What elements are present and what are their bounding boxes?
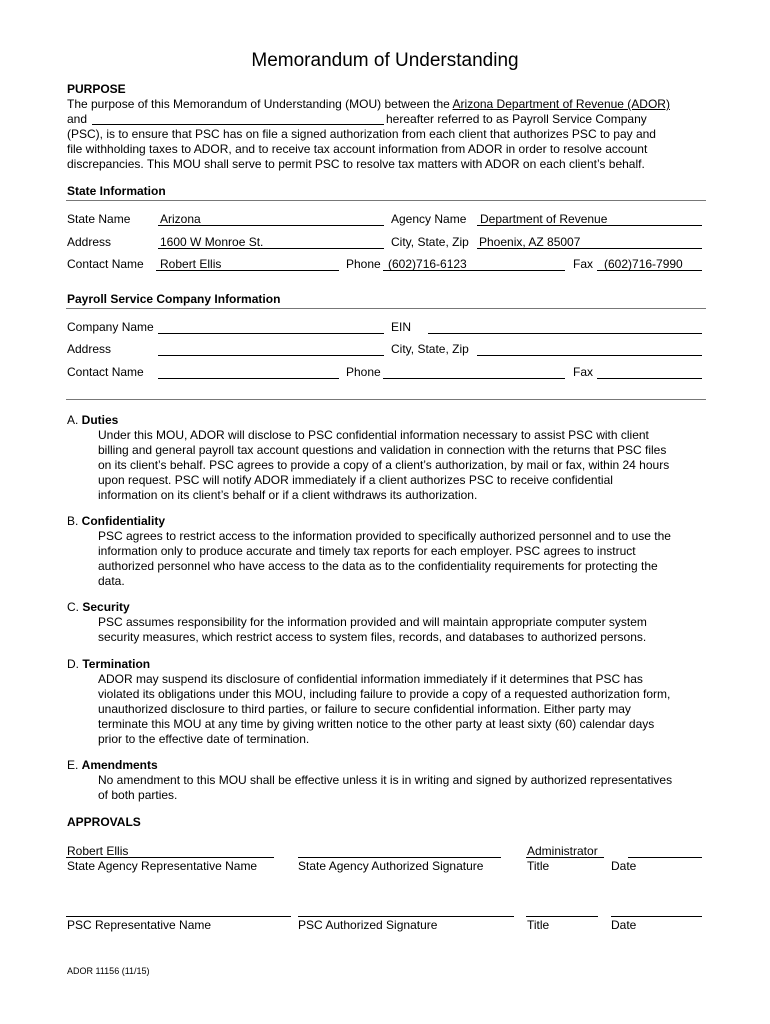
state-name-field[interactable] xyxy=(158,225,384,226)
purpose-line-4: file withholding taxes to ADOR, and to receive tax account information from ADOR in order to resolve account xyxy=(67,142,648,156)
purpose-hereafter: hereafter referred to as Payroll Service Company xyxy=(386,112,647,126)
state-city-field[interactable] xyxy=(477,248,702,249)
section-b-line: PSC agrees to restrict access to the information provided to specifically authorized personnel and to use the xyxy=(98,529,671,543)
section-b-heading: B. Confidentiality xyxy=(67,514,166,528)
state-fax-field[interactable] xyxy=(597,270,702,271)
section-a-line: upon request. PSC will notify ADOR immediately if a client authorizes PSC to receive confidential xyxy=(98,473,613,487)
form-number: ADOR 11156 (11/15) xyxy=(67,966,150,976)
state-contact-label: Contact Name xyxy=(67,257,144,271)
psc-phone-label: Phone xyxy=(346,365,381,379)
state-fax-label: Fax xyxy=(573,257,594,271)
state-address-field[interactable] xyxy=(158,248,384,249)
section-e-line: No amendment to this MOU shall be effective unless it is in writing and signed by authorized representatives xyxy=(98,773,673,787)
section-d-line: terminate this MOU at any time by giving written notice to the other party at least sixty (60) calendar days xyxy=(98,717,655,731)
section-c-line: security measures, which restrict access to system files, records, and databases to authorized persons. xyxy=(98,630,647,644)
purpose-line-3: (PSC), is to ensure that PSC has on file a signed authorization from each client that authorizes PSC to pay and xyxy=(67,127,656,141)
section-d-heading: D. Termination xyxy=(67,657,151,671)
psc-title-label: Title xyxy=(527,918,550,932)
psc-signature-field[interactable] xyxy=(298,916,514,917)
state-signature-field[interactable] xyxy=(298,857,501,858)
state-title-label: Title xyxy=(527,859,550,873)
section-b-line: data. xyxy=(98,574,125,588)
psc-date-label: Date xyxy=(611,918,637,932)
company-name-field[interactable] xyxy=(158,333,384,334)
psc-date-field[interactable] xyxy=(611,916,702,917)
state-address-value: 1600 W Monroe St. xyxy=(160,235,264,249)
approvals-heading: APPROVALS xyxy=(67,815,141,829)
section-c-heading: C. Security xyxy=(67,600,130,614)
section-d-line: ADOR may suspend its disclosure of confidential information immediately if it determines that PSC has xyxy=(98,672,643,686)
section-e-heading: E. Amendments xyxy=(67,758,158,772)
section-a-line: information on its client’s behalf or if a client withdraws its authorization. xyxy=(98,488,478,502)
psc-phone-field[interactable] xyxy=(383,378,565,379)
section-e-line: of both parties. xyxy=(98,788,178,802)
section-d-line: unauthorized disclosure to third parties, or failure to secure confidential information. Either party may xyxy=(98,702,631,716)
section-a-heading: A. Duties xyxy=(67,413,119,427)
psc-city-field[interactable] xyxy=(477,355,702,356)
state-rep-name-value: Robert Ellis xyxy=(67,844,129,858)
purpose-line-1: The purpose of this Memorandum of Understanding (MOU) between the Arizona Department of Revenue (ADOR) xyxy=(67,97,670,111)
purpose-heading: PURPOSE xyxy=(67,82,126,96)
state-city-label: City, State, Zip xyxy=(391,235,469,249)
section-a-line: Under this MOU, ADOR will disclose to PSC confidential information necessary to assist PSC with client xyxy=(98,428,649,442)
state-signature-label: State Agency Authorized Signature xyxy=(298,859,484,873)
state-city-value: Phoenix, AZ 85007 xyxy=(479,235,581,249)
psc-address-label: Address xyxy=(67,342,112,356)
state-contact-field[interactable] xyxy=(156,270,339,271)
state-name-label: State Name xyxy=(67,212,131,226)
state-date-label: Date xyxy=(611,859,637,873)
section-b-line: information only to produce accurate and timely tax reports for each employer. PSC agrees to instruct xyxy=(98,544,636,558)
state-phone-value: (602)716-6123 xyxy=(388,257,467,271)
page-title: Memorandum of Understanding xyxy=(251,50,519,71)
ein-label: EIN xyxy=(391,320,412,334)
state-phone-label: Phone xyxy=(346,257,381,271)
section-d-line: violated its obligations under this MOU, including failure to provide a copy of a requested authorization form, xyxy=(98,687,671,701)
state-title-field[interactable] xyxy=(526,857,604,858)
state-info-divider xyxy=(66,200,706,201)
agency-name-value: Department of Revenue xyxy=(480,212,608,226)
psc-city-label: City, State, Zip xyxy=(391,342,469,356)
state-info-heading: State Information xyxy=(67,184,166,198)
state-rep-name-field[interactable] xyxy=(66,857,274,858)
psc-fax-label: Fax xyxy=(573,365,594,379)
psc-fax-field[interactable] xyxy=(597,378,702,379)
state-address-label: Address xyxy=(67,235,112,249)
psc-name-blank-line[interactable] xyxy=(92,124,384,125)
psc-title-field[interactable] xyxy=(526,916,598,917)
psc-contact-field[interactable] xyxy=(158,378,339,379)
ein-field[interactable] xyxy=(428,333,702,334)
psc-rep-name-field[interactable] xyxy=(66,916,291,917)
section-a-line: on its client’s behalf. PSC agrees to provide a copy of a client’s authorization, by mail or fax, within 24 hours xyxy=(98,458,670,472)
agency-name-label: Agency Name xyxy=(391,212,467,226)
psc-rep-name-label: PSC Representative Name xyxy=(67,918,212,932)
agency-name-field[interactable] xyxy=(477,225,702,226)
purpose-line-5: discrepancies. This MOU shall serve to permit PSC to resolve tax matters with ADOR on each client’s behalf. xyxy=(67,157,645,171)
psc-signature-label: PSC Authorized Signature xyxy=(298,918,438,932)
state-phone-field[interactable] xyxy=(383,270,565,271)
state-title-value: Administrator xyxy=(527,844,598,858)
purpose-and: and xyxy=(67,112,88,126)
psc-info-divider xyxy=(66,308,706,309)
section-c-line: PSC assumes responsibility for the information provided and will maintain appropriate computer system xyxy=(98,615,647,629)
state-contact-value: Robert Ellis xyxy=(160,257,222,271)
psc-address-field[interactable] xyxy=(158,355,384,356)
state-name-value: Arizona xyxy=(160,212,201,226)
company-name-label: Company Name xyxy=(67,320,154,334)
state-rep-name-label: State Agency Representative Name xyxy=(67,859,258,873)
section-b-line: authorized personnel who have access to the data as to the confidentiality requirements for protecting the xyxy=(98,559,658,573)
section-d-line: prior to the effective date of termination. xyxy=(98,732,310,746)
state-fax-value: (602)716-7990 xyxy=(604,257,683,271)
psc-contact-label: Contact Name xyxy=(67,365,144,379)
sections-divider xyxy=(66,399,706,400)
section-a-line: billing and general payroll tax account questions and validation in connection with the returns that PSC files xyxy=(98,443,667,457)
state-date-field[interactable] xyxy=(628,857,702,858)
psc-info-heading: Payroll Service Company Information xyxy=(67,292,281,306)
